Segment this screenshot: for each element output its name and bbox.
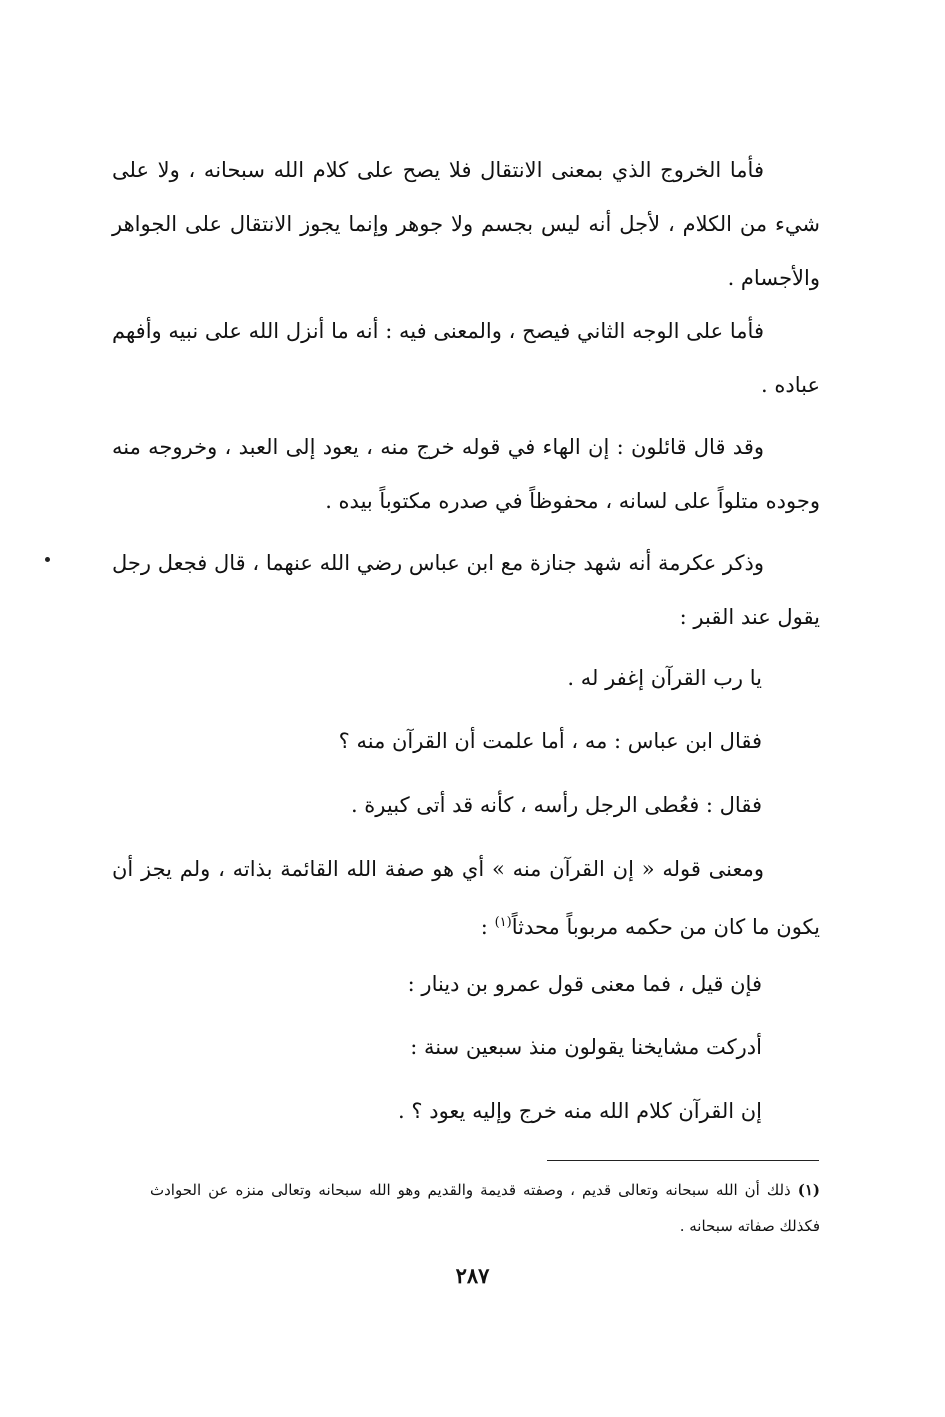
- question-line-3: إن القرآن كلام الله منه خرج وإليه يعود ؟ .: [398, 1099, 762, 1123]
- quote-line-1: يا رب القرآن إغفر له .: [567, 666, 762, 690]
- footnote-marker: (١): [797, 1181, 820, 1199]
- paragraph-2: فأما على الوجه الثاني فيصح ، والمعنى فيه : أنه ما أنزل الله على نبيه وأفهم عباده .: [112, 319, 820, 397]
- paragraph-5: [112, 842, 820, 954]
- quote-line-3: فقال : فعُطى الرجل رأسه ، كأنه قد أتى كبيرة .: [350, 793, 762, 817]
- page-number: ٢٨٧: [455, 1263, 490, 1288]
- main-text-3: [112, 420, 820, 528]
- main-text-2: [112, 304, 820, 412]
- margin-dot: [45, 557, 50, 562]
- footnote-divider: [547, 1160, 819, 1161]
- footnote-reference: (١): [494, 915, 512, 930]
- question-line-1: فإن قيل ، فما معنى قول عمرو بن دينار :: [407, 972, 762, 996]
- footnote-text: ذلك أن الله سبحانه وتعالى قديم ، وصفته قديمة والقديم وهو الله سبحانه وتعالى منزه عن الحوادث فكذلك صفاته سبحانه .: [150, 1181, 820, 1235]
- paragraph-4: وذكر عكرمة أنه شهد جنازة مع ابن عباس رضي الله عنهما ، قال فجعل رجل يقول عند القبر :: [112, 551, 820, 629]
- paragraph-1: فأما الخروج الذي بمعنى الانتقال فلا يصح على كلام الله سبحانه ، ولا على شيء من الكلام ، لأجل أنه ليس بجسم ولا جوهر وإنما يجوز الانتقال على الجواهر والأجسام .: [112, 158, 820, 290]
- paragraph-3: وقد قال قائلون : إن الهاء في قوله خرج منه ، يعود إلى العبد ، وخروجه منه وجوده متلواً على لسانه ، محفوظاً في صدره مكتوباً بيده .: [112, 435, 820, 513]
- paragraph-5-end: :: [480, 915, 495, 939]
- paragraph-5-text: ومعنى قوله « إن القرآن منه » أي هو صفة الله القائمة بذاته ، ولم يجز أن يكون ما كان من حكمه مربوباً محدثاً: [112, 857, 820, 939]
- main-text: [112, 143, 820, 305]
- question-line-2: أدركت مشايخنا يقولون منذ سبعين سنة :: [410, 1035, 762, 1059]
- main-text-5: [112, 842, 820, 954]
- quote-line-2: فقال ابن عباس : مه ، أما علمت أن القرآن منه ؟: [338, 729, 762, 753]
- main-text-4: [112, 536, 820, 644]
- footnote: [150, 1172, 820, 1244]
